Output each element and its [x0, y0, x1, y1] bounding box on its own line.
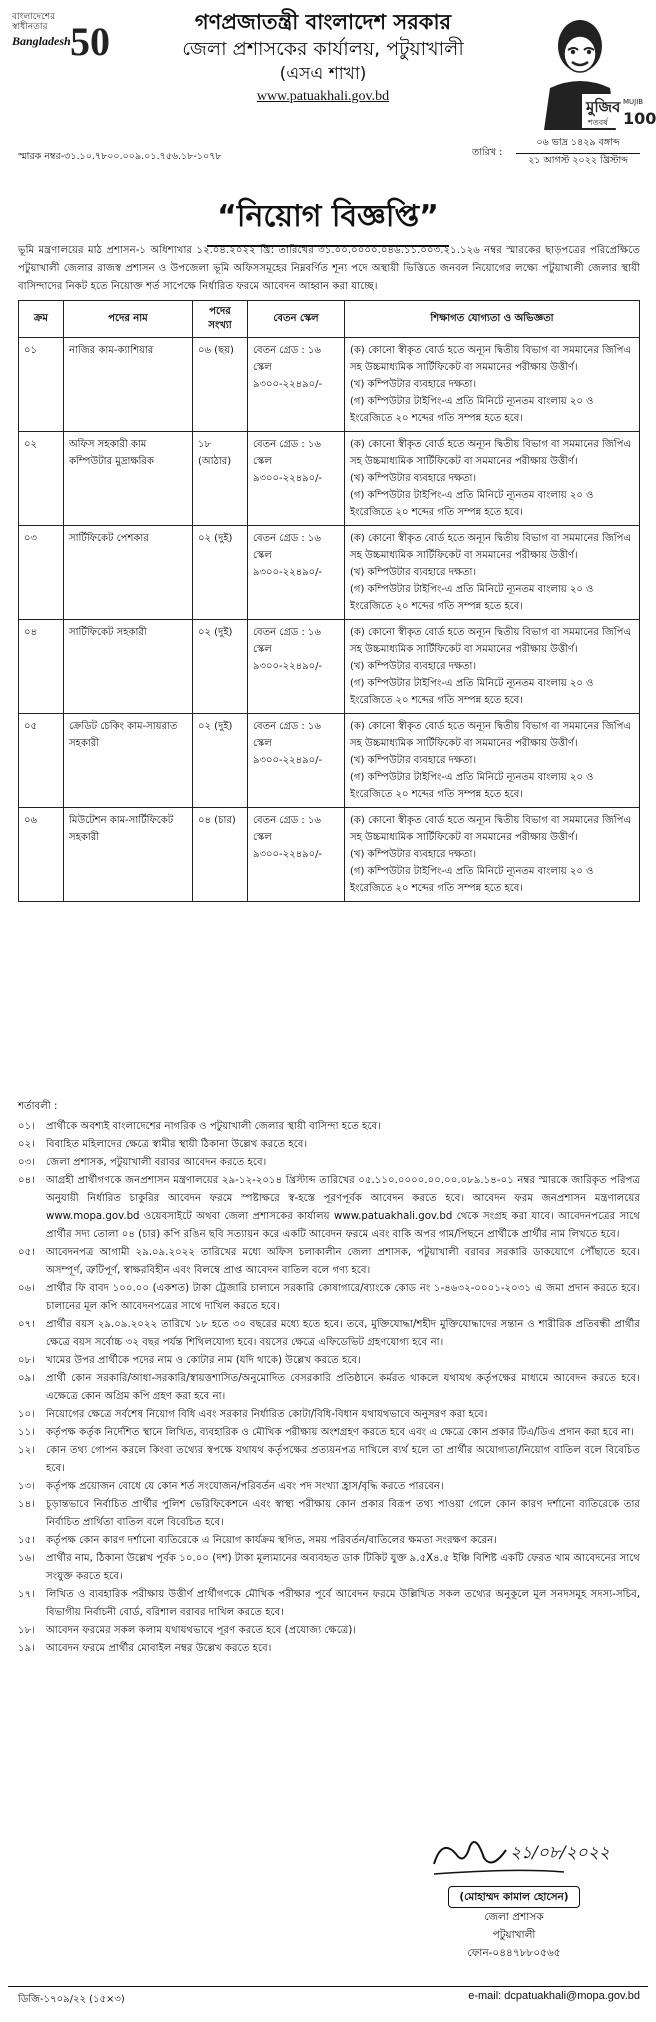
emblem-sub2: শতবর্ষ [588, 118, 608, 127]
condition-item [18, 1442, 640, 1478]
notice-page [8, 4, 656, 2014]
row-post: মিউটেশন কাম-সার্টিফিকেট সহকারী [64, 808, 193, 902]
condition-item [18, 1352, 640, 1370]
condition-item [18, 1406, 640, 1424]
signatory-designation: জেলা প্রশাসক [484, 1911, 544, 1923]
qualification-a: (ক) কোনো স্বীকৃত বোর্ড হতে অন্যূন দ্বিতীয় বিভাগ বা সমমানের জিপিএ সহ উচ্চমাধ্যমিক সার্টিফিকেট বা সমমানের পরীক্ষায় উত্তীর্ণ। [350, 533, 632, 561]
condition-text: খামের উপর প্রার্থীকে পদের নাম ও কোটার নাম (যদি থাকে) উল্লেখ করতে হবে। [46, 1355, 361, 1366]
table-row [19, 808, 640, 902]
row-count: ১৮ (আঠার) [193, 432, 248, 526]
condition-text: বিবাহিত মহিলাদের ক্ষেত্রে স্বামীর স্থায়ী ঠিকানা উল্লেখ করতে হবে। [46, 1139, 308, 1150]
condition-item [18, 1424, 640, 1442]
condition-number: ১১। [18, 1427, 35, 1438]
condition-number: ১০। [18, 1409, 35, 1420]
header-count: পদের সংখ্যা [193, 301, 248, 338]
header-serial: ক্রম [19, 301, 64, 338]
qualification-b: (খ) কম্পিউটার ব্যবহারে দক্ষতা। [350, 755, 477, 766]
qualification-c: (গ) কম্পিউটার টাইপিং-এ প্রতি মিনিটে ন্যূনতম বাংলায় ২০ ও ইংরেজিতে ২০ শব্দের গতি সম্পন্ন হতে হবে। [350, 396, 594, 424]
condition-item [18, 1244, 640, 1280]
condition-number: ১৩। [18, 1481, 35, 1492]
condition-text: প্রার্থীকে অবশ্যই বাংলাদেশের নাগরিক ও পটুয়াখালী জেলার স্থায়ী বাসিন্দা হতে হবে। [46, 1121, 381, 1132]
row-qualification [345, 432, 640, 526]
header-post: পদের নাম [64, 301, 193, 338]
condition-item [18, 1640, 640, 1658]
condition-number: ০১। [18, 1121, 35, 1132]
row-serial: ০৪ [19, 620, 64, 714]
publication-code: ডিজি-১৭০৯/২২ (১৫×৩) [18, 1994, 125, 2005]
qualification-c: (গ) কম্পিউটার টাইপিং-এ প্রতি মিনিটে ন্যূনতম বাংলায় ২০ ও ইংরেজিতে ২০ শব্দের গতি সম্পন্ন হতে হবে। [350, 772, 594, 800]
condition-text: প্রার্থীর ফি বাবদ ১০০.০০ (একশত) টাকা ট্রেজারি চালানে সরকারি কোষাগারে/ব্যাংকে কোড নং ১-৪৬৩২-০০০১-২০৩১ এ জমা প্রদান করতে হবে। চালানের মূল কপি আবেদনপত্রের সাথে দাখিল করতে হবে। [46, 1283, 640, 1312]
conditions-section [18, 1098, 640, 1658]
qualification-a: (ক) কোনো স্বীকৃত বোর্ড হতে অন্যূন দ্বিতীয় বিভাগ বা সমমানের জিপিএ সহ উচ্চমাধ্যমিক সার্টিফিকেট বা সমমানের পরীক্ষায় উত্তীর্ণ। [350, 345, 632, 373]
table-row [19, 338, 640, 432]
emblem-sub: MUJIB [623, 98, 644, 106]
row-post: অফিস সহকারী কাম কম্পিউটার মুদ্রাক্ষরিক [64, 432, 193, 526]
header-qualification: শিক্ষাগত যোগ্যতা ও অভিজ্ঞতা [345, 301, 640, 338]
condition-item [18, 1316, 640, 1352]
signature-date: ২১/০৮/২০২২ [510, 1843, 610, 1863]
condition-number: ০৩। [18, 1157, 35, 1168]
office-name: জেলা প্রশাসকের কার্যালয়, পটুয়াখালী [182, 38, 464, 60]
qualification-a: (ক) কোনো স্বীকৃত বোর্ড হতে অন্যূন দ্বিতীয় বিভাগ বা সমমানের জিপিএ সহ উচ্চমাধ্যমিক সার্টিফিকেট বা সমমানের পরীক্ষায় উত্তীর্ণ। [350, 721, 632, 749]
contact-email[interactable]: e-mail: dcpatuakhali@mopa.gov.bd [468, 1990, 640, 2002]
row-count: ০২ (দুই) [193, 620, 248, 714]
qualification-c: (গ) কম্পিউটার টাইপিং-এ প্রতি মিনিটে ন্যূনতম বাংলায় ২০ ও ইংরেজিতে ২০ শব্দের গতি সম্পন্ন হতে হবে। [350, 584, 594, 612]
qualification-a: (ক) কোনো স্বীকৃত বোর্ড হতে অন্যূন দ্বিতীয় বিভাগ বা সমমানের জিপিএ সহ উচ্চমাধ্যমিক সার্টিফিকেট বা সমমানের পরীক্ষায় উত্তীর্ণ। [350, 439, 632, 467]
table-header-row [19, 301, 640, 338]
notice-title-text: “নিয়োগ বিজ্ঞপ্তি” [207, 192, 449, 247]
row-qualification [345, 338, 640, 432]
condition-item [18, 1586, 640, 1622]
condition-number: ০৮। [18, 1355, 35, 1366]
qualification-c: (গ) কম্পিউটার টাইপিং-এ প্রতি মিনিটে ন্যূনতম বাংলায় ২০ ও ইংরেজিতে ২০ শব্দের গতি সম্পন্ন হতে হবে। [350, 866, 594, 894]
date-gregorian: ২১ আগস্ট ২০২২ খ্রিস্টাব্দ [528, 155, 628, 166]
qualification-b: (খ) কম্পিউটার ব্যবহারে দক্ষতা। [350, 379, 477, 390]
row-post: নাজির কাম-ক্যাশিয়ার [64, 338, 193, 432]
condition-text: প্রার্থীর বয়স ২৯.০৯.২০২২ তারিখে ১৮ হতে ৩০ বছরের মধ্যে হতে হবে। তবে, মুক্তিযোদ্ধা/শহীদ মুক্তিযোদ্ধাদের সন্তান ও শারীরিক প্রতিবন্ধী প্রার্থীর ক্ষেত্রে বয়স সর্বোচ্চ ৩২ বছর পর্যন্ত শিথিলযোগ্য হবে। বয়সের ক্ষেত্রে এফিডেভিট গ্রহণযোগ্য হবে না। [46, 1319, 640, 1348]
signature-block [404, 1824, 624, 1962]
row-serial: ০৩ [19, 526, 64, 620]
row-count: ০২ (দুই) [193, 714, 248, 808]
row-serial: ০৫ [19, 714, 64, 808]
branch-name: (এসএ শাখা) [279, 64, 367, 84]
condition-number: ১৬। [18, 1553, 35, 1564]
row-serial: ০১ [19, 338, 64, 432]
table-row [19, 526, 640, 620]
qualification-a: (ক) কোনো স্বীকৃত বোর্ড হতে অন্যূন দ্বিতীয় বিভাগ বা সমমানের জিপিএ সহ উচ্চমাধ্যমিক সার্টিফিকেট বা সমমানের পরীক্ষায় উত্তীর্ণ। [350, 627, 632, 655]
letterhead [8, 4, 656, 166]
logo-brand: Bangladesh [12, 34, 71, 48]
qualification-c: (গ) কম্পিউটার টাইপিং-এ প্রতি মিনিটে ন্যূনতম বাংলায় ২০ ও ইংরেজিতে ২০ শব্দের গতি সম্পন্ন হতে হবে। [350, 490, 594, 518]
condition-number: ১৭। [18, 1589, 35, 1600]
signature-image [404, 1824, 624, 1886]
condition-item [18, 1532, 640, 1550]
condition-text: নিয়োগের ক্ষেত্রে সর্বশেষ নিয়োগ বিধি এবং সরকার নির্ধারিত কোটা/বিধি-বিধান যথাযথভাবে অনুসরণ করা হবে। [46, 1409, 488, 1420]
logo-number: 50 [70, 19, 110, 64]
handwritten-signature [414, 1824, 614, 1884]
condition-number: ০৪। [18, 1175, 35, 1186]
condition-item [18, 1136, 640, 1154]
row-scale: বেতন গ্রেড : ১৬ স্কেল ৯৩০০-২২৪৯০/- [248, 714, 345, 808]
condition-number: ১৪। [18, 1499, 35, 1510]
condition-number: ০৭। [18, 1319, 35, 1330]
condition-text: প্রার্থীর নাম, ঠিকানা উল্লেখ পূর্বক ১০.০০ (দশ) টাকা মূল্যমানের অব্যবহৃত ডাক টিকিট যুক্ত ৯.৫X৪.৫ ইঞ্চি বিশিষ্ট একটি ফেরত খাম আবেদনের সাথে সংযুক্ত করতে হবে। [46, 1553, 640, 1582]
condition-text: চূড়ান্তভাবে নির্বাচিত প্রার্থীর পুলিশ ভেরিফিকেশনে এবং স্বাস্থ্য পরীক্ষায় কোন প্রকার বিরূপ তথ্য পাওয়া গেলে কোন কারণ দর্শানো ব্যতিরেকে তার নির্বাচিত প্রার্থিতা বাতিল বলে বিবেচিত হবে। [46, 1499, 640, 1528]
condition-number: ০৫। [18, 1247, 35, 1258]
intro-paragraph: ভূমি মন্ত্রণালয়ের মাঠ প্রশাসন-১ অধিশাখার ১২.০৪.২০২২ খ্রি: তারিখের ৩১.০০.০০০০.০৪৬.১১.০০৩.২১.১২৬ নম্বর স্মারকের ছাড়পত্রের পরিপ্রেক্ষিতে পটুয়াখালী জেলার রাজস্ব প্রশাসন ও উপজেলা ভূমি অফিসসমূহের নিম্নবর্ণিত শূন্য পদে অস্থায়ী ভিত্তিতে জনবল নিয়োগের লক্ষ্যে পটুয়াখালী জেলার স্থায়ী বাসিন্দাদের নিকট হতে নিয়োক্ত শর্ত সাপেক্ষে নির্ধারিত ফরমে আবেদন আহ্বান করা যাচ্ছে। [18, 245, 640, 292]
bangladesh-50-logo [12, 12, 110, 82]
row-post: সার্টিফিকেট পেশকার [64, 526, 193, 620]
qualification-b: (খ) কম্পিউটার ব্যবহারে দক্ষতা। [350, 661, 477, 672]
condition-item [18, 1622, 640, 1640]
vacancy-table [18, 300, 640, 902]
table-row [19, 620, 640, 714]
row-post: সার্টিফিকেট সহকারী [64, 620, 193, 714]
condition-item [18, 1550, 640, 1586]
row-post: ক্রেডিট চেকিং কাম-সায়রাত সহকারী [64, 714, 193, 808]
condition-number: ১৮। [18, 1625, 35, 1636]
condition-item [18, 1370, 640, 1406]
condition-number: ০৯। [18, 1373, 35, 1384]
condition-text: লিখিত ও ব্যবহারিক পরীক্ষায় উত্তীর্ণ প্রার্থীগণকে মৌখিক পরীক্ষার পূর্বে আবেদন ফরমে উল্লিখিত সকল তথ্যের অনুকূলে মূল সনদসমূহ সদস্য-সচিব, বিভাগীয় নির্বাচনী বোর্ড, বরিশাল বরাবর দাখিল করতে হবে। [46, 1589, 640, 1618]
row-qualification [345, 808, 640, 902]
row-scale: বেতন গ্রেড : ১৬ স্কেল ৯৩০০-২২৪৯০/- [248, 338, 345, 432]
row-count: ০২ (দুই) [193, 526, 248, 620]
header-scale: বেতন স্কেল [248, 301, 345, 338]
logo-text-line2: স্বাধীনতার [12, 22, 48, 32]
conditions-heading: শর্তাবলী : [18, 1101, 58, 1112]
signatory-phone: ফোন-০৪৪৭৮৮০৫৬৫ [467, 1947, 561, 1959]
emblem-number: 100 [623, 109, 656, 128]
condition-text: আবেদন ফরমে প্রার্থীর মোবাইল নম্বর উল্লেখ করতে হবে। [46, 1643, 272, 1654]
condition-item [18, 1496, 640, 1532]
condition-item [18, 1118, 640, 1136]
qualification-a: (ক) কোনো স্বীকৃত বোর্ড হতে অন্যূন দ্বিতীয় বিভাগ বা সমমানের জিপিএ সহ উচ্চমাধ্যমিক সার্টিফিকেট বা সমমানের পরীক্ষায় উত্তীর্ণ। [350, 815, 632, 843]
row-qualification [345, 714, 640, 808]
emblem-text: মুজিব [586, 98, 621, 116]
condition-item [18, 1172, 640, 1244]
row-scale: বেতন গ্রেড : ১৬ স্কেল ৯৩০০-২২৪৯০/- [248, 620, 345, 714]
condition-text: আবেদনপত্র আগামী ২৯.০৯.২০২২ তারিখের মধ্যে অফিস চলাকালীন জেলা প্রশাসক, পটুয়াখালী বরাবর সরকারি ডাকযোগে পৌঁছাতে হবে। অসম্পূর্ণ, ত্রুটিপূর্ণ, স্বাক্ষরবিহীন এবং বিলম্বে প্রাপ্ত আবেদন বাতিল বলে গণ্য হবে। [46, 1247, 640, 1276]
signatory-name: (মোহাম্মদ কামাল হোসেন) [448, 1886, 579, 1908]
table-row [19, 432, 640, 526]
condition-text: আগ্রহী প্রার্থীগণকে জনপ্রশাসন মন্ত্রণালয়ের ২৯-১২-২০১৪ খ্রিস্টাব্দ তারিখের ০৫.১১০.০০০০.০০.০০.০৮৯.১৪-০১ নম্বর স্মারকে জারিকৃত পরিপত্র অনুযায়ী নির্ধারিত চাকুরির আবেদন ফরমে স্পষ্টাক্ষরে স্ব-হস্তে পূরণপূর্বক আবেদন করতে হবে। আবেদন ফরম জনপ্রশাসন মন্ত্রণালয়ের www.mopa.gov.bd ওয়েবসাইটে অথবা জেলা প্রশাসকের কার্যালয় www.patuakhali.gov.bd থেকে সংগ্রহ করা যাবে। আবেদনপত্রের সাথে প্রার্থীর সদ্য তোলা ০৪ (চার) কপি রঙিন ছবি সত্যায়ন করে একটি আবেদন ফরমে এবং বাকি অপর গাম/পিছনে প্রার্থীকে প্রার্থীর নাম লিখতে হবে। [46, 1175, 640, 1240]
condition-number: ১৯। [18, 1643, 35, 1654]
row-serial: ০২ [19, 432, 64, 526]
footer-divider [8, 1986, 648, 1987]
notice-title [8, 192, 648, 247]
condition-number: ১২। [18, 1445, 35, 1456]
signatory-district: পটুয়াখালী [492, 1929, 536, 1941]
row-scale: বেতন গ্রেড : ১৬ স্কেল ৯৩০০-২২৪৯০/- [248, 432, 345, 526]
condition-text: কর্তৃপক্ষ প্রয়োজন বোধে যে কোন শর্ত সংযোজন/পরিবর্তন এবং পদ সংখ্যা হ্রাস/বৃদ্ধি করতে পারবেন। [46, 1481, 444, 1492]
row-qualification [345, 620, 640, 714]
condition-text: কর্তৃপক্ষ কোন কারণ দর্শানো ব্যতিরেকে এ নিয়োগ কার্যক্রম স্থগিত, সময় পরিবর্তন/বাতিলের ক্ষমতা সংরক্ষণ করেন। [46, 1535, 497, 1546]
row-count: ০৬ (ছয়) [193, 338, 248, 432]
memo-number: স্মারক নম্বর-৩১.১০.৭৮০০.০০৯.০১.৭৫৬.১৮-১০৭৮ [18, 151, 222, 162]
table-row [19, 714, 640, 808]
government-title: গণপ্রজাতন্ত্রী বাংলাদেশ সরকার [194, 10, 452, 34]
date-label: তারিখ : [472, 147, 503, 158]
condition-item [18, 1478, 640, 1496]
condition-text: কর্তৃপক্ষ কর্তৃক নির্দেশিত স্থানে লিখিত, ব্যবহারিক ও মৌখিক পরীক্ষায় অংশগ্রহণ করতে হবে এবং এ ক্ষেত্রে কোন প্রকার টিএ/ডিএ প্রদান করা হবে না। [46, 1427, 634, 1438]
row-count: ০৪ (চার) [193, 808, 248, 902]
qualification-b: (খ) কম্পিউটার ব্যবহারে দক্ষতা। [350, 849, 477, 860]
letterhead-text [128, 8, 518, 108]
row-qualification [345, 526, 640, 620]
condition-text: আবেদন ফরমের সকল কলাম যথাযথভাবে পূরণ করতে হবে (প্রযোজ্য ক্ষেত্রে)। [46, 1625, 357, 1636]
condition-text: প্রার্থী কোন সরকারি/আধা-সরকারি/স্বায়ত্তশাসিত/অনুমোদিত বেসরকারি প্রতিষ্ঠানে কর্মরত থাকলে যথাযথ কর্তৃপক্ষের মাধ্যমে আবেদন করতে হবে। এক্ষেত্রে কোন অগ্রিম কপি গ্রহণ করা হবে না। [46, 1373, 640, 1402]
date-bangla: ০৬ ভাদ্র ১৪২৯ বঙ্গাব্দ [516, 136, 640, 154]
qualification-b: (খ) কম্পিউটার ব্যবহারে দক্ষতা। [350, 567, 477, 578]
condition-text: জেলা প্রশাসক, পটুয়াখালী বরাবর আবেদন করতে হবে। [46, 1157, 267, 1168]
qualification-c: (গ) কম্পিউটার টাইপিং-এ প্রতি মিনিটে ন্যূনতম বাংলায় ২০ ও ইংরেজিতে ২০ শব্দের গতি সম্পন্ন হতে হবে। [350, 678, 594, 706]
row-scale: বেতন গ্রেড : ১৬ স্কেল ৯৩০০-২২৪৯০/- [248, 526, 345, 620]
row-scale: বেতন গ্রেড : ১৬ স্কেল ৯৩০০-২২৪৯০/- [248, 808, 345, 902]
condition-item [18, 1280, 640, 1316]
condition-item [18, 1154, 640, 1172]
qualification-b: (খ) কম্পিউটার ব্যবহারে দক্ষতা। [350, 473, 477, 484]
row-serial: ০৬ [19, 808, 64, 902]
condition-number: ০৬। [18, 1283, 35, 1294]
condition-number: ১৫। [18, 1535, 35, 1546]
mujib-100-emblem [524, 10, 656, 130]
condition-text: কোন তথ্য গোপন করলে কিংবা তথ্যের স্বপক্ষে যথাযথ কর্তৃপক্ষের প্রত্যয়নপত্র দাখিলে ব্যর্থ হলে তা প্রার্থীর অযোগ্যতা/নিয়োগ বাতিল বলে বিবেচিত হবে। [46, 1445, 640, 1474]
condition-number: ০২। [18, 1139, 35, 1150]
website-link[interactable]: www.patuakhali.gov.bd [256, 89, 390, 104]
logo-text-line1: বাংলাদেশের [12, 12, 56, 22]
